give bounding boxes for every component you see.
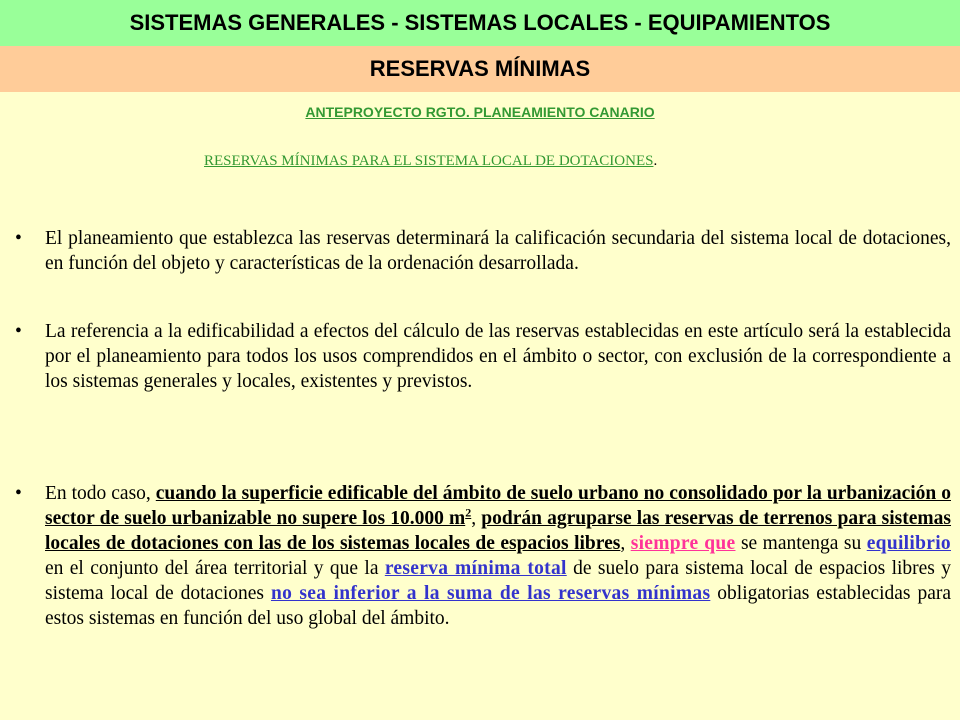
page-title-text: SISTEMAS GENERALES - SISTEMAS LOCALES - EQUIPAMIENTOS	[129, 10, 831, 35]
bullet-text-1: El planeamiento que establezca las reservas determinará la calificación secundaria del sistema local de dotaciones, en función del objeto y características de la ordenación desarrollada.	[45, 228, 951, 274]
grouping-reserves-text: podrán agruparse las reservas de terrenos para sistemas locales de dotaciones con las de los sistemas locales de espacios libres	[45, 508, 952, 554]
bullet-3-text-7: obligatorias establecidas para estos sistemas en función del uso global del ámbito.	[45, 583, 951, 629]
source-reference	[0, 104, 960, 120]
section-link[interactable]: RESERVAS MÍNIMAS PARA EL SISTEMA LOCAL DE DOTACIONES	[204, 153, 654, 169]
bullet-3-intro: En todo caso,	[45, 483, 156, 504]
condition-surface-text: cuando la superficie edificable del ámbito de suelo urbano no consolidado por la urbanización o sector de suelo urbanizable no supere los 10.000 m	[45, 483, 951, 529]
bullet-text-2: La referencia a la edificabilidad a efectos del cálculo de las reservas establecidas en este artículo será la establecida por el planeamiento para todos los usos comprendidos en el ámbito o sector, con exclusión de la correspondiente a los sistemas generales y locales, existentes y previstos.	[45, 321, 951, 392]
equilibrio-highlight: equilibrio	[866, 533, 951, 554]
no-inferior-highlight: no sea inferior a la suma de las reservas mínimas	[270, 583, 711, 604]
bullet-3-sep-2: ,	[620, 533, 631, 554]
section-heading	[204, 153, 657, 170]
page-subtitle	[0, 46, 960, 92]
reserva-minima-total-highlight: reserva mínima total	[384, 558, 567, 579]
bullet-item-2	[45, 319, 951, 394]
bullet-item-3	[45, 481, 951, 631]
bullet-3-text-6: de suelo para sistema local de espacios libres y sistema local de dotaciones	[45, 558, 951, 604]
page-subtitle-text: RESERVAS MÍNIMAS	[369, 56, 591, 81]
source-link[interactable]: ANTEPROYECTO RGTO. PLANEAMIENTO CANARIO	[305, 104, 655, 120]
section-trailing: .	[653, 153, 658, 169]
superscript-two: 2	[465, 505, 472, 520]
page-title	[0, 0, 960, 46]
bullet-3-text-4: se mantenga su	[735, 533, 867, 554]
bullet-item-1	[45, 226, 951, 276]
siempre-que-highlight: siempre que	[630, 533, 736, 554]
bullet-3-text-5: en el conjunto del área territorial y que la	[45, 558, 385, 579]
bullet-3-sep-1: ,	[471, 508, 482, 529]
